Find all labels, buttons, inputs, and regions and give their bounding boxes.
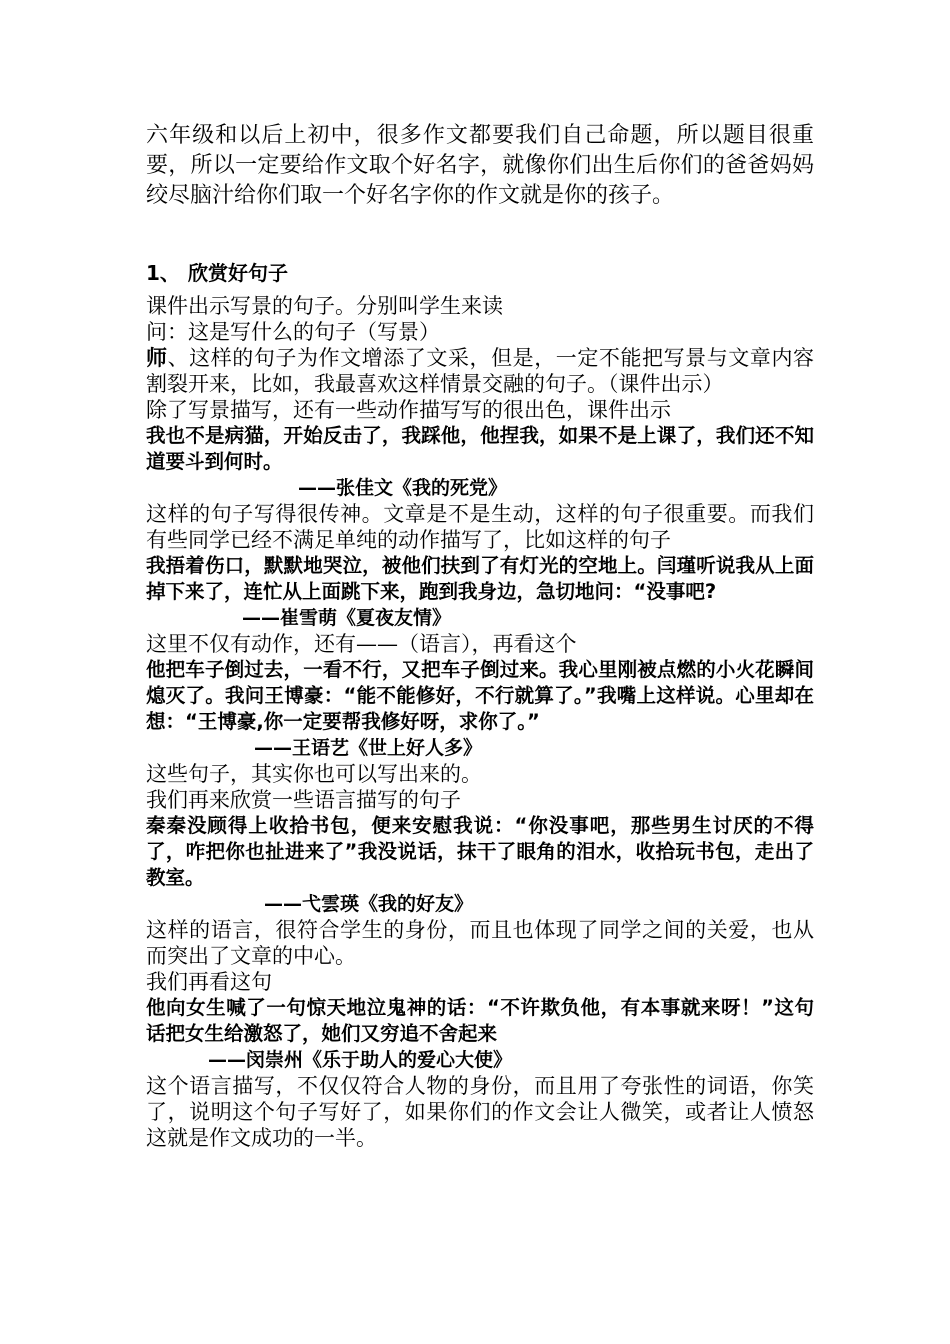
paragraph: 除了写景描写，还有一些动作描写写的很出色，课件出示 — [146, 398, 671, 422]
paragraph: 这些句子，其实你也可以写出来的。 — [146, 762, 482, 786]
example-quote: 他向女生喊了一句惊天地泣鬼神的话：“不许欺负他，有本事就来呀！”这句话把女生给激怒了，她们又穷追不舍起来 — [146, 996, 814, 1045]
section-title: 欣赏好句子 — [188, 261, 288, 285]
paragraph: 我们再来欣赏一些语言描写的句子 — [146, 788, 461, 812]
paragraph: 课件出示写景的句子。分别叫学生来读 — [146, 294, 503, 318]
section-heading — [146, 259, 814, 287]
paragraph: 我们再看这句 — [146, 970, 272, 994]
quote-attribution: ——崔雪萌《夏夜友情》 — [242, 607, 452, 629]
paragraph: 这样的语言，很符合学生的身份，而且也体现了同学之间的关爱，也从而突出了文章的中心。 — [146, 918, 814, 968]
quote-attribution: ——闵崇州《乐于助人的爱心大使》 — [208, 1049, 513, 1071]
example-quote: 秦秦没顾得上收拾书包，便来安慰我说：“你没事吧，那些男生讨厌的不得了，咋把你也扯进来了”我没说话，抹干了眼角的泪水，收拾玩书包，走出了教室。 — [146, 814, 814, 889]
paragraph — [146, 345, 814, 397]
paragraph-text: 、这样的句子为作文增添了文采，但是，一定不能把写景与文章内容割裂开来，比如，我最喜欢这样情景交融的句子。（课件出示） — [146, 346, 815, 396]
example-quote: 他把车子倒过去，一看不行，又把车子倒过来。我心里刚被点燃的小火花瞬间熄灭了。我问王博豪：“能不能修好，不行就算了。”我嘴上这样说。心里却在想：“王博豪,你一定要帮我修好呀，求你了。” — [146, 658, 814, 733]
paragraph: 这里不仅有动作，还有——（语言），再看这个 — [146, 632, 577, 656]
example-quote: 我也不是病猫，开始反击了，我踩他，他捏我，如果不是上课了，我们还不知道要斗到何时。 — [146, 424, 814, 473]
document-page — [146, 121, 814, 1151]
quote-attribution: ——王语艺《世上好人多》 — [254, 737, 483, 759]
example-quote: 我捂着伤口，默默地哭泣，被他们扶到了有灯光的空地上。闫瑾听说我从上面掉下来了，连忙从上面跳下来，跑到我身边，急切地问：“没事吧? — [146, 554, 814, 603]
section-number: 1、 — [146, 261, 180, 285]
quote-attribution: ——张佳文《我的死党》 — [298, 477, 508, 499]
quote-attribution: ——弋雲瑛《我的好友》 — [264, 893, 474, 915]
blank-line — [146, 211, 814, 259]
paragraph: 这样的句子写得很传神。文章是不是生动，这样的句子很重要。而我们有些同学已经不满足单纯的动作描写了，比如这样的句子 — [146, 502, 814, 552]
intro-paragraph: 六年级和以后上初中，很多作文都要我们自己命题，所以题目很重要，所以一定要给作文取个好名字，就像你们出生后你们的爸爸妈妈绞尽脑汁给你们取一个好名字你的作文就是你的孩子。 — [146, 123, 814, 208]
paragraph: 问：这是写什么的句子（写景） — [146, 320, 440, 344]
paragraph: 这个语言描写，不仅仅符合人物的身份，而且用了夸张性的词语，你笑了，说明这个句子写好了，如果你们的作文会让人微笑，或者让人愤怒 这就是作文成功的一半。 — [146, 1074, 814, 1150]
teacher-label: 师 — [146, 346, 168, 370]
